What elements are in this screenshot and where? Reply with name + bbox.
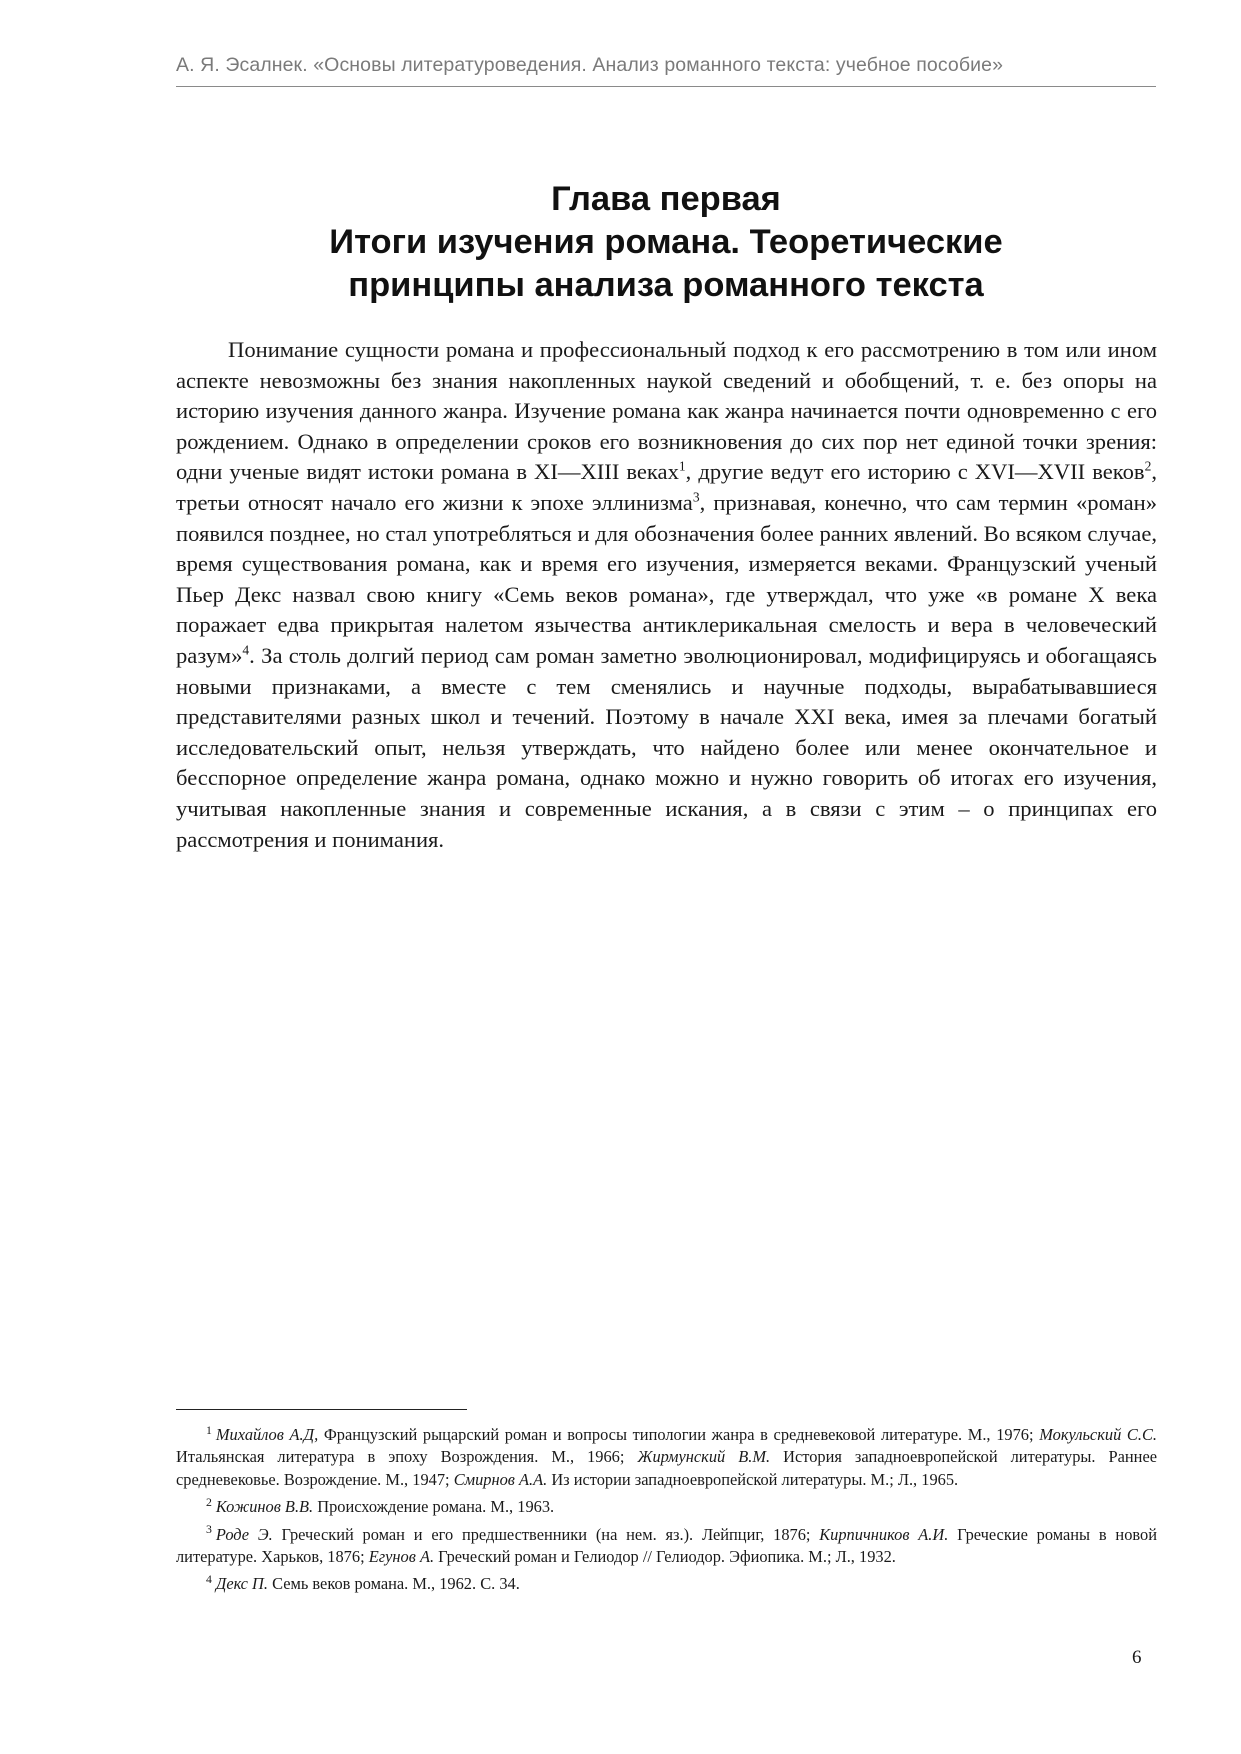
footnote-ref-2[interactable]: 2 bbox=[1144, 458, 1152, 474]
footnote-author: Роде Э. bbox=[215, 1524, 273, 1544]
chapter-title-line-3: принципы анализа романного текста bbox=[348, 266, 984, 304]
footnote-author: Егунов А. bbox=[368, 1547, 435, 1567]
footnote-3 bbox=[176, 1524, 1157, 1569]
footnote-text: Греческий роман и его предшественники (на нем. яз.). Лейпциг, 1876; bbox=[272, 1524, 820, 1544]
chapter-title-line-1: Глава первая bbox=[551, 180, 781, 218]
footnote-text: Семь веков романа. М., 1962. С. 34. bbox=[267, 1574, 520, 1594]
body-text-part-5: . За столь долгий период сам роман заметно эволюционировал, модифицируясь и обогащаясь новыми признаками, а вместе с тем сменялись и научные подходы, вырабатывавшиеся представителями разных школ и течений. Поэтому в начале XXI века, имея за плечами богатый исследовательский опыт, нельзя утверждать, что найдено более или менее окончательное и бесспорное определение жанра романа, однако можно и нужно говорить об итогах его изучения, учитывая накопленные знания и современные искания, а в связи с этим – о принципах его рассмотрения и понимания. bbox=[176, 642, 1157, 852]
footnote-separator bbox=[176, 1409, 467, 1410]
footnote-author: Декс П. bbox=[215, 1574, 268, 1594]
footnote-text: Происхождение романа. М., 1963. bbox=[313, 1497, 555, 1517]
footnotes bbox=[176, 1424, 1157, 1601]
footnote-author: Кожинов В.В. bbox=[215, 1497, 314, 1517]
footnote-text: Из истории западноевропейской литературы. М.; Л., 1965. bbox=[547, 1469, 959, 1489]
footnote-author: Смирнов А.А. bbox=[453, 1469, 548, 1489]
chapter-title-line-2: Итоги изучения романа. Теоретические bbox=[329, 223, 1003, 261]
body-text-part-4: , признавая, конечно, что сам термин «роман» появился позднее, но стал употребляться и для обозначения более ранних явлений. Во всяком случае, время существования романа, как и время его изучения, измеряется веками. Французский ученый Пьер Декс назвал свою книгу «Семь веков романа», где утверждал, что уже «в романе X века поражает едва прикрытая налетом язычества антиклерикальная смелость и вера в человеческий разум» bbox=[176, 489, 1158, 668]
footnote-text: История западноевропейской литературы. Раннее средневековье. Возрождение. М., 1947; bbox=[176, 1447, 1157, 1489]
footnote-number: 1 bbox=[206, 1422, 212, 1437]
footnote-author: Жирмунский В.М. bbox=[637, 1447, 771, 1467]
body-text-part-2: , другие ведут его историю с XVI—XVII веков bbox=[685, 459, 1145, 485]
header-rule bbox=[176, 86, 1156, 87]
footnote-number: 2 bbox=[206, 1494, 212, 1509]
body-text-part-1: Понимание сущности романа и профессиональный подход к его рассмотрению в том или ином аспекте невозможны без знания накопленных наукой сведений и обобщений, т. е. без опоры на историю изучения данного жанра. Изучение романа как жанра начинается почти одновременно с его рождением. Однако в определении сроков его возникновения до сих пор нет единой точки зрения: одни ученые видят истоки романа в XI—XIII веках bbox=[176, 337, 1157, 485]
chapter-title bbox=[176, 178, 1156, 307]
footnote-text: Французский рыцарский роман и вопросы типологии жанра в средневековой литературе. М., 1976; bbox=[318, 1425, 1040, 1444]
footnote-text: Итальянская литература в эпоху Возрождения. М., 1966; bbox=[176, 1447, 638, 1467]
footnote-ref-3[interactable]: 3 bbox=[692, 489, 700, 505]
footnote-number: 3 bbox=[206, 1522, 212, 1537]
footnote-author: Кирпичников А.И. bbox=[819, 1524, 949, 1544]
footnote-1 bbox=[176, 1424, 1157, 1491]
body-paragraph bbox=[176, 335, 1157, 855]
footnote-ref-1[interactable]: 1 bbox=[678, 458, 686, 474]
footnote-4 bbox=[176, 1573, 1157, 1595]
page-number: 6 bbox=[1132, 1647, 1142, 1668]
running-header: А. Я. Эсалнек. «Основы литературоведения. Анализ романного текста: учебное пособие» bbox=[176, 54, 1004, 76]
footnote-2 bbox=[176, 1496, 1157, 1518]
footnote-author: Михайлов А.Д, bbox=[215, 1425, 319, 1444]
footnote-text: Греческий роман и Гелиодор // Гелиодор. Эфиопика. М.; Л., 1932. bbox=[434, 1547, 896, 1567]
body-text-part-3: , третьи относят начало его жизни к эпохе эллинизма bbox=[176, 459, 1157, 515]
footnote-author: Мокульский С.С. bbox=[1039, 1425, 1157, 1444]
footnote-ref-4[interactable]: 4 bbox=[242, 642, 250, 658]
footnote-number: 4 bbox=[206, 1571, 212, 1586]
footnote-text: Греческие романы в новой литературе. Харьков, 1876; bbox=[176, 1524, 1157, 1567]
